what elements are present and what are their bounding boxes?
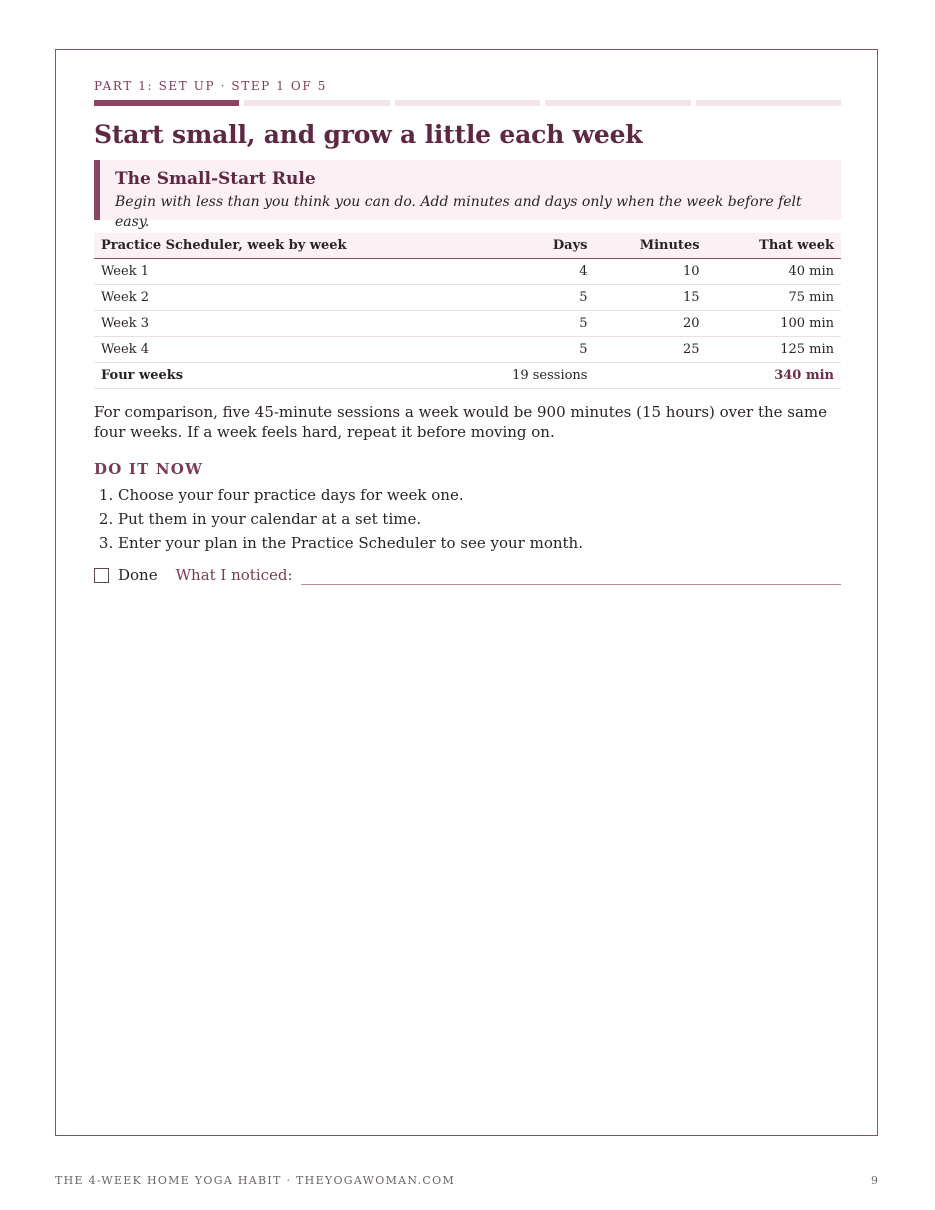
cell-days: 5	[482, 337, 594, 363]
done-label: Done	[118, 566, 158, 584]
list-item: 2. Put them in your calendar at a set time.	[118, 507, 841, 531]
page-content	[94, 79, 841, 585]
page-title: Start small, and grow a little each week	[94, 120, 643, 149]
page-footer	[55, 1174, 878, 1187]
cell-total: 40 min	[707, 259, 841, 285]
page-number: 9	[871, 1174, 878, 1187]
step-eyebrow: PART 1: SET UP · STEP 1 OF 5	[94, 79, 327, 93]
action-steps-list	[94, 483, 841, 555]
cell-week: Week 1	[94, 259, 482, 285]
cell-total: 125 min	[707, 337, 841, 363]
noticed-input-line[interactable]	[301, 569, 841, 585]
cell-days: 5	[482, 285, 594, 311]
do-it-now-heading: DO IT NOW	[94, 460, 204, 478]
cell-week: Week 3	[94, 311, 482, 337]
cell-total: 75 min	[707, 285, 841, 311]
total-empty	[594, 363, 706, 389]
table-total-row	[94, 363, 841, 389]
cell-minutes: 10	[594, 259, 706, 285]
progress-segment-1	[94, 100, 239, 106]
progress-segment-3	[395, 100, 540, 106]
table-row	[94, 259, 841, 285]
total-label: Four weeks	[94, 363, 482, 389]
rule-callout	[94, 160, 841, 230]
progress-segment-5	[696, 100, 841, 106]
table-row	[94, 337, 841, 363]
cell-week: Week 4	[94, 337, 482, 363]
total-sessions: 19 sessions	[482, 363, 594, 389]
comparison-note: For comparison, five 45-minute sessions a week would be 900 minutes (15 hours) over the same four weeks. If a week feels hard, repeat it before moving on.	[94, 403, 828, 441]
callout-text: Begin with less than you think you can do. Add minutes and days only when the week before felt easy.	[115, 194, 802, 230]
cell-minutes: 15	[594, 285, 706, 311]
done-checkbox[interactable]	[94, 568, 109, 583]
table-header-row	[94, 233, 841, 259]
header-week: Practice Scheduler, week by week	[94, 233, 482, 259]
practice-scheduler-table	[94, 233, 841, 389]
header-minutes: Minutes	[594, 233, 706, 259]
cell-minutes: 25	[594, 337, 706, 363]
table-row	[94, 311, 841, 337]
list-item: 3. Enter your plan in the Practice Scheduler to see your month.	[118, 531, 841, 555]
callout-title: The Small-Start Rule	[115, 169, 316, 189]
done-row	[94, 565, 841, 585]
total-minutes: 340 min	[707, 363, 841, 389]
step-progress-bar	[94, 100, 841, 106]
cell-minutes: 20	[594, 311, 706, 337]
cell-days: 4	[482, 259, 594, 285]
cell-week: Week 2	[94, 285, 482, 311]
table-row	[94, 285, 841, 311]
footer-title: THE 4-WEEK HOME YOGA HABIT · THEYOGAWOMAN.COM	[55, 1174, 456, 1187]
noticed-label: What I noticed:	[175, 566, 293, 584]
header-that-week: That week	[707, 233, 841, 259]
cell-days: 5	[482, 311, 594, 337]
progress-segment-4	[545, 100, 690, 106]
progress-segment-2	[244, 100, 389, 106]
header-days: Days	[482, 233, 594, 259]
list-item: 1. Choose your four practice days for week one.	[118, 483, 841, 507]
cell-total: 100 min	[707, 311, 841, 337]
